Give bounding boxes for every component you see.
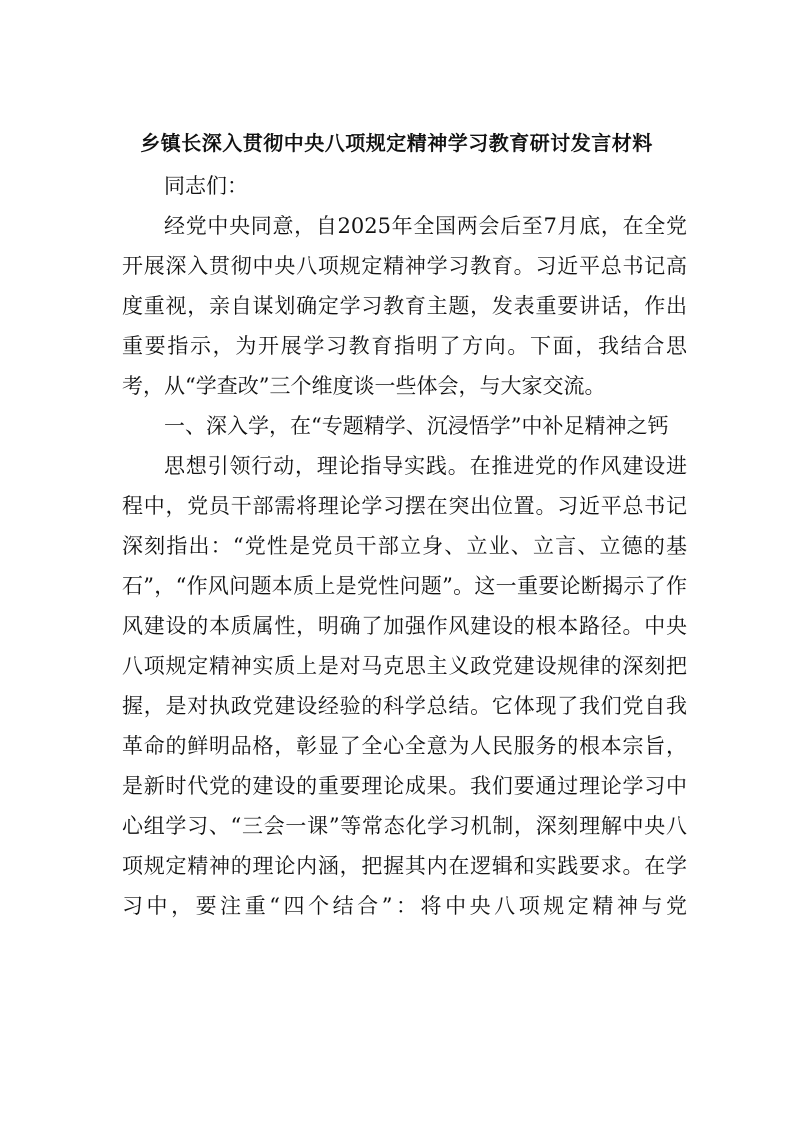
document-title: 乡镇长深入贯彻中央八项规定精神学习教育研讨发言材料 bbox=[140, 131, 653, 155]
section-heading-1: 一、深入学，在“专题精学、沉浸悟学”中补足精神之钙 bbox=[164, 414, 669, 438]
document-body bbox=[122, 166, 687, 926]
paragraph-section-1: 思想引领行动，理论指导实践。在推进党的作风建设进程中，党员干部需将理论学习摆在突出位置。习近平总书记深刻指出：“党性是党员干部立身、立业、立言、立德的基石”，“作风问题本质上是党性问题”。这一重要论断揭示了作风建设的本质属性，明确了加强作风建设的根本路径。中央八项规定精神实质上是对马克思主义政党建设规律的深刻把握，是对执政党建设经验的科学总结。它体现了我们党自我革命的鲜明品格，彰显了全心全意为人民服务的根本宗旨，是新时代党的建设的重要理论成果。我们要通过理论学习中心组学习、“三会一课”等常态化学习机制，深刻理解中央八项规定精神的理论内涵，把握其内在逻辑和实践要求。在学习中，要注重“四个结合”：将中央八项规定精神与党 bbox=[122, 454, 687, 918]
salutation: 同志们： bbox=[164, 174, 248, 198]
paragraph-intro: 经党中央同意，自2025年全国两会后至7月底，在全党开展深入贯彻中央八项规定精神学习教育。习近平总书记高度重视，亲自谋划确定学习教育主题，发表重要讲话，作出重要指示，为开展学习教育指明了方向。下面，我结合思考，从“学查改”三个维度谈一些体会，与大家交流。 bbox=[122, 214, 687, 398]
